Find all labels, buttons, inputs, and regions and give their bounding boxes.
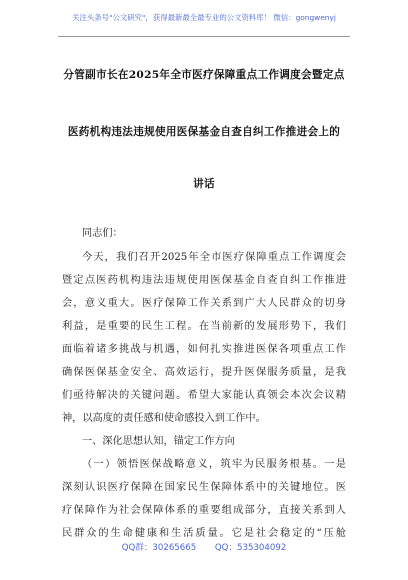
header-banner: 关注头条号"公文研究"，获得最新最全最专业的公文资料库！ 微信：gongwenyj xyxy=(72,13,336,22)
section-heading: 一、深化思想认知，锚定工作方向 xyxy=(82,436,235,447)
body-line: 神，以高度的责任感和使命感投入到工作中。 xyxy=(62,413,266,424)
body-line: 们亟待解决的关键问题。希望大家能认真领会本次会议精 xyxy=(62,390,346,401)
salutation: 同志们： xyxy=(82,228,123,239)
body-line: 疗保障作为社会保障体系的重要组成部分，直接关系到人 xyxy=(62,505,346,516)
body-line: 利益，是重要的民生工程。在当前新的发展形势下，我们 xyxy=(62,321,346,332)
body-line: 暨定点医药机构违法违规使用医保基金自查自纠工作推进 xyxy=(62,275,346,286)
document-title-line-2: 医药机构违法违规使用医保基金自查自纠工作推进会上的 xyxy=(67,126,341,138)
body-line: （一）领悟医保战略意义，筑牢为民服务根基。一是 xyxy=(82,459,346,470)
body-line: 面临着诸多挑战与机遇，如何扎实推进医保各项重点工作 xyxy=(62,344,346,355)
body-line: 会，意义重大。医疗保障工作关系到广大人民群众的切身 xyxy=(62,298,346,309)
document-title-line-3: 讲话 xyxy=(193,178,215,190)
body-line: 深刻认识医疗保障在国家民生保障体系中的关键地位。医 xyxy=(62,482,346,493)
document-title-line-1: 分管副市长在2025年全市医疗保障重点工作调度会暨定点 xyxy=(63,69,345,81)
body-line: 今天，我们召开2025年全市医疗保障重点工作调度会 xyxy=(82,252,346,263)
body-line: 民群众的生命健康和生活质量。它是社会稳定的“压舱 xyxy=(62,528,346,539)
header-divider xyxy=(58,36,350,37)
footer-contact-row xyxy=(0,541,408,553)
footer-qq-group: QQ群：30265665 xyxy=(121,543,197,553)
footer-qq-number: QQ：535304092 xyxy=(214,543,287,553)
body-line: 确保医保基金安全、高效运行，提升医保服务质量，是我 xyxy=(62,367,346,378)
